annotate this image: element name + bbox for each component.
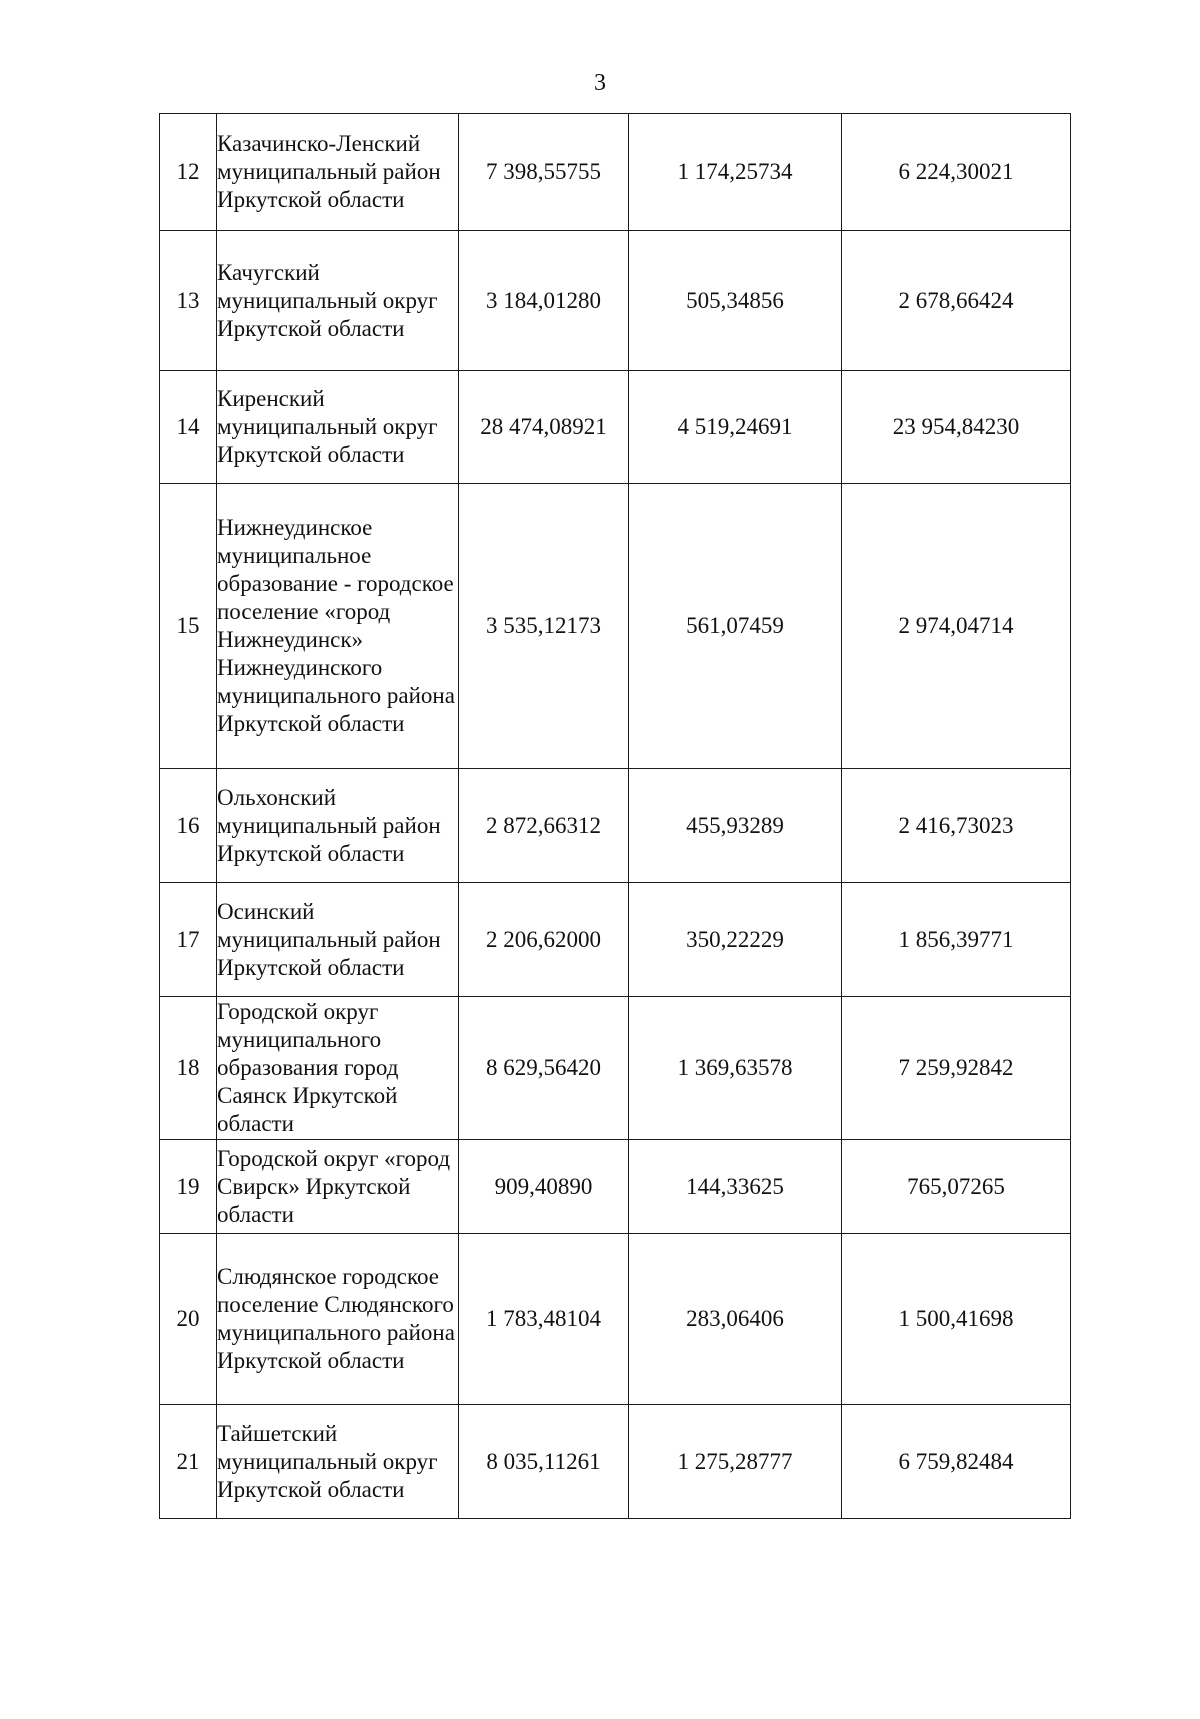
table-row	[160, 114, 1071, 231]
value-third: 1 856,39771	[842, 883, 1071, 997]
value-third: 6 224,30021	[842, 114, 1071, 231]
municipality-name: Качугский муниципальный округ Иркутской области	[217, 231, 459, 371]
value-total: 8 629,56420	[459, 997, 629, 1140]
value-second: 1 369,63578	[629, 997, 842, 1140]
row-number: 17	[160, 883, 217, 997]
value-third: 2 416,73023	[842, 769, 1071, 883]
value-third: 23 954,84230	[842, 371, 1071, 484]
value-second: 455,93289	[629, 769, 842, 883]
value-second: 505,34856	[629, 231, 842, 371]
table-row	[160, 769, 1071, 883]
value-third: 2 678,66424	[842, 231, 1071, 371]
municipality-name: Киренский муниципальный округ Иркутской области	[217, 371, 459, 484]
value-third: 6 759,82484	[842, 1405, 1071, 1519]
value-total: 2 872,66312	[459, 769, 629, 883]
municipality-name: Ольхонский муниципальный район Иркутской области	[217, 769, 459, 883]
row-number: 13	[160, 231, 217, 371]
row-number: 19	[160, 1140, 217, 1234]
value-second: 4 519,24691	[629, 371, 842, 484]
row-number: 20	[160, 1234, 217, 1405]
table-row	[160, 484, 1071, 769]
municipality-name: Казачинско-Ленский муниципальный район Иркутской области	[217, 114, 459, 231]
value-second: 1 174,25734	[629, 114, 842, 231]
table-row	[160, 1140, 1071, 1234]
value-second: 350,22229	[629, 883, 842, 997]
value-third: 2 974,04714	[842, 484, 1071, 769]
row-number: 12	[160, 114, 217, 231]
data-table	[159, 113, 1071, 1519]
row-number: 14	[160, 371, 217, 484]
municipality-name: Слюдянское городское поселение Слюдянского муниципального района Иркутской области	[217, 1234, 459, 1405]
municipality-name: Осинский муниципальный район Иркутской области	[217, 883, 459, 997]
table-row	[160, 883, 1071, 997]
page-number: 3	[594, 70, 606, 96]
table-row	[160, 1234, 1071, 1405]
table-row	[160, 1405, 1071, 1519]
row-number: 15	[160, 484, 217, 769]
value-total: 3 535,12173	[459, 484, 629, 769]
value-total: 909,40890	[459, 1140, 629, 1234]
value-second: 1 275,28777	[629, 1405, 842, 1519]
value-total: 28 474,08921	[459, 371, 629, 484]
municipality-name: Городской округ «город Свирск» Иркутской области	[217, 1140, 459, 1234]
municipality-name: Городской округ муниципального образования город Саянск Иркутской области	[217, 997, 459, 1140]
table-row	[160, 997, 1071, 1140]
value-second: 144,33625	[629, 1140, 842, 1234]
value-total: 8 035,11261	[459, 1405, 629, 1519]
municipality-name: Нижнеудинское муниципальное образование - городское поселение «город Нижнеудинск» Нижнеудинского муниципального района Иркутской области	[217, 484, 459, 769]
value-total: 7 398,55755	[459, 114, 629, 231]
value-third: 765,07265	[842, 1140, 1071, 1234]
value-third: 7 259,92842	[842, 997, 1071, 1140]
value-total: 3 184,01280	[459, 231, 629, 371]
value-total: 1 783,48104	[459, 1234, 629, 1405]
row-number: 21	[160, 1405, 217, 1519]
value-second: 283,06406	[629, 1234, 842, 1405]
value-third: 1 500,41698	[842, 1234, 1071, 1405]
table-row	[160, 371, 1071, 484]
municipality-name: Тайшетский муниципальный округ Иркутской области	[217, 1405, 459, 1519]
value-total: 2 206,62000	[459, 883, 629, 997]
row-number: 18	[160, 997, 217, 1140]
table-row	[160, 231, 1071, 371]
row-number: 16	[160, 769, 217, 883]
value-second: 561,07459	[629, 484, 842, 769]
